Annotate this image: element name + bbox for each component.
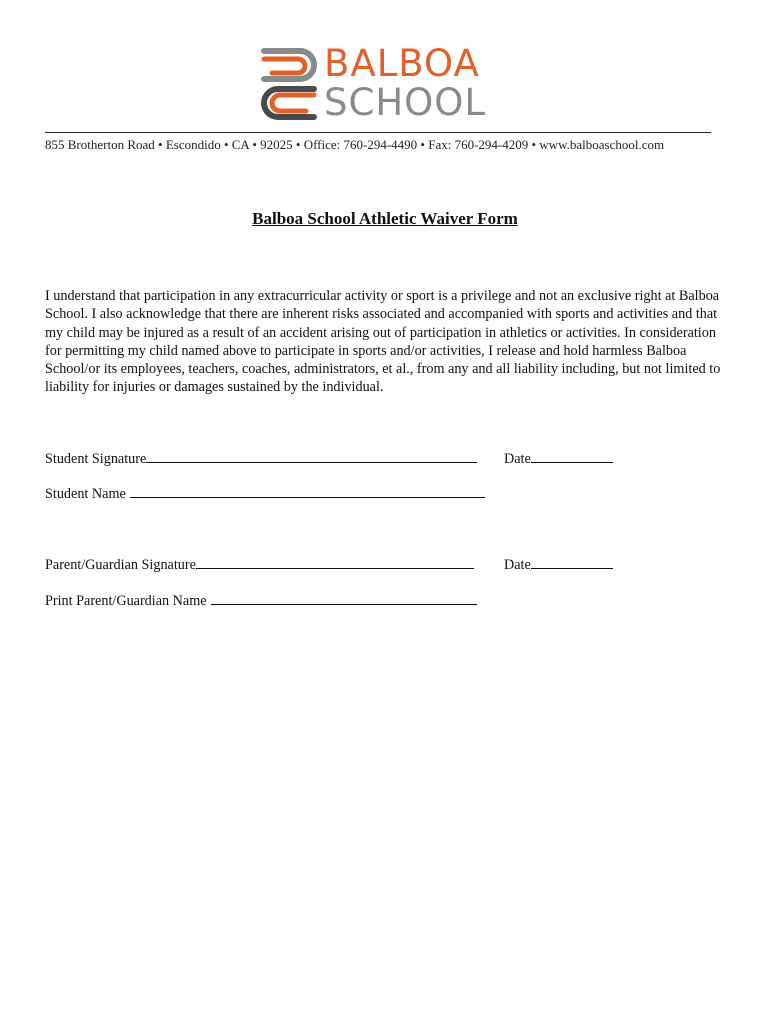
print-parent-name-line[interactable] bbox=[211, 592, 477, 605]
school-logo bbox=[260, 42, 520, 124]
print-parent-name-label: Print Parent/Guardian Name bbox=[45, 593, 207, 609]
student-name-label: Student Name bbox=[45, 486, 126, 502]
parent-date-field[interactable] bbox=[504, 556, 613, 574]
student-name-line[interactable] bbox=[130, 485, 485, 498]
parent-date-label: Date bbox=[504, 557, 531, 573]
student-date-label: Date bbox=[504, 451, 531, 467]
parent-signature-label: Parent/Guardian Signature bbox=[45, 557, 196, 573]
parent-signature-line[interactable] bbox=[196, 556, 474, 569]
student-date-line[interactable] bbox=[531, 450, 613, 463]
student-signature-label: Student Signature bbox=[45, 451, 147, 467]
student-name-field[interactable] bbox=[45, 485, 485, 503]
page-title: Balboa School Athletic Waiver Form bbox=[252, 209, 518, 228]
header-divider bbox=[45, 132, 711, 133]
print-parent-name-field[interactable] bbox=[45, 592, 477, 610]
waiver-body-text: I understand that participation in any extracurricular activity or sport is a privilege and not an exclusive right at Balboa School. I also acknowledge that there are inherent risks associated and accompanied with sports and activities and that my child may be injured as a result of an accident arising out of participation in athletics or activities. In consideration for permitting my child named above to participate in sports and/or activities, I release and hold harmless Balboa School/or its employees, teachers, coaches, administrators, et al., from any and all liability including, but not limited to liability for injuries or damages sustained by the individual. bbox=[45, 288, 721, 396]
student-signature-line[interactable] bbox=[146, 450, 477, 463]
address-line: 855 Brotherton Road • Escondido • CA • 92025 • Office: 760-294-4490 • Fax: 760-294-4209 • www.balboaschool.com bbox=[45, 137, 665, 152]
logo-word-balboa: BALBOA bbox=[324, 42, 480, 85]
parent-date-line[interactable] bbox=[531, 556, 613, 569]
parent-signature-field[interactable] bbox=[45, 556, 474, 574]
student-signature-field[interactable] bbox=[45, 450, 477, 468]
logo-word-school: SCHOOL bbox=[324, 81, 487, 124]
logo-b-mark-icon bbox=[260, 45, 318, 123]
student-date-field[interactable] bbox=[504, 450, 613, 468]
